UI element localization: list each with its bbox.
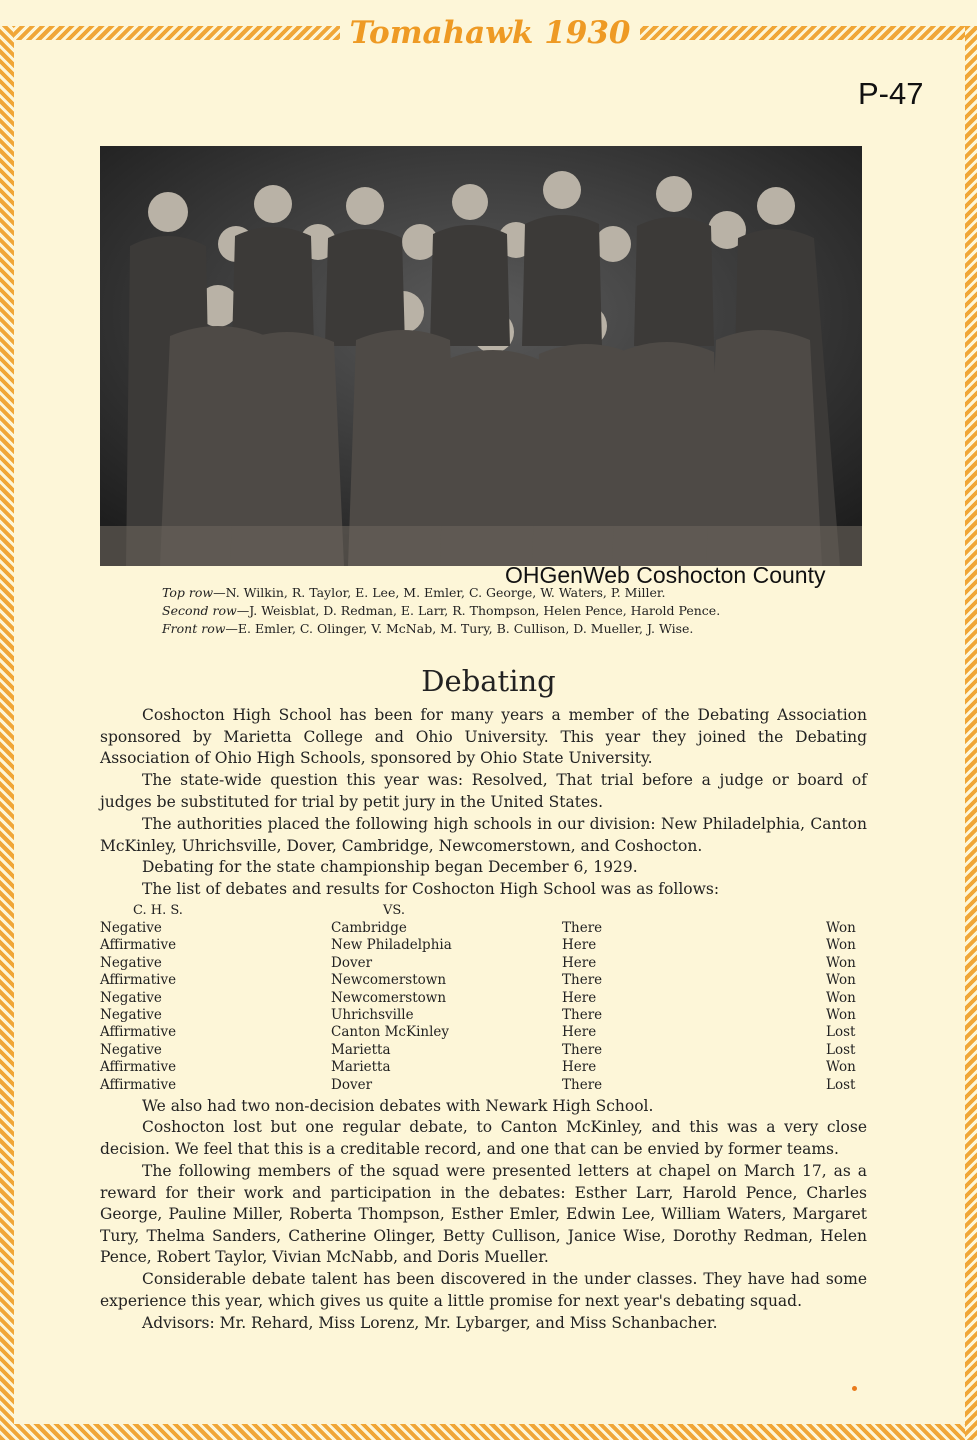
paragraph: The state-wide question this year was: Resolved, That trial before a judge or board of judges be substituted for trial by petit jury in the United States. <box>100 771 867 811</box>
paragraph: Considerable debate talent has been discovered in the under classes. They have had some experience this year, which gives us quite a little promise for next year's debating squad. <box>100 1270 867 1310</box>
article-title: Debating <box>421 664 556 698</box>
table-cell-side: Negative <box>100 989 162 1006</box>
table-cell-side: Negative <box>100 1041 162 1058</box>
table-cell-opponent: Marietta <box>331 1059 391 1076</box>
table-cell-opponent: Uhrichsville <box>331 1007 414 1023</box>
table-cell-location: There <box>562 972 603 989</box>
table-cell-result: Won <box>826 972 856 989</box>
table-cell-result: Won <box>826 937 856 954</box>
table-cell-result: Lost <box>826 1041 856 1058</box>
table-cell-side: Affirmative <box>100 937 177 954</box>
table-cell-location: There <box>562 1007 603 1023</box>
table-cell-location: Here <box>562 937 597 954</box>
table-cell-result: Lost <box>826 1024 856 1041</box>
table-header-chs: C. H. S. <box>133 903 183 918</box>
table-cell-location: Here <box>562 1024 597 1041</box>
orange-speck <box>852 1386 857 1391</box>
table-cell-result: Won <box>826 920 856 936</box>
table-cell-side: Negative <box>100 920 162 936</box>
table-cell-opponent: Dover <box>331 1076 373 1093</box>
paragraph: Coshocton lost but one regular debate, to Canton McKinley, and this was a very close decision. We feel that this is a creditable record, and one that can be envied by former teams. <box>100 1118 867 1158</box>
caption-front-row: Front row—E. Emler, C. Olinger, V. McNab, M. Tury, B. Cullison, D. Mueller, J. Wise. <box>162 621 694 636</box>
table-cell-side: Negative <box>100 954 162 971</box>
bottom-border <box>0 1424 977 1440</box>
table-cell-result: Won <box>826 1007 856 1023</box>
paragraph: The authorities placed the following high schools in our division: New Philadelphia, Canton McKinley, Uhrichsville, Dover, Cambridge, Newcomerstown, and Coshocton. <box>100 815 867 855</box>
table-cell-opponent: Marietta <box>331 1041 391 1058</box>
table-cell-result: Won <box>826 1059 856 1076</box>
table-cell-side: Affirmative <box>100 1024 177 1041</box>
table-cell-location: Here <box>562 989 597 1006</box>
table-cell-opponent: Canton McKinley <box>331 1024 450 1041</box>
group-photo <box>100 146 862 566</box>
table-cell-result: Won <box>826 989 856 1006</box>
caption-second-row: Second row—J. Weisblat, D. Redman, E. Larr, R. Thompson, Helen Pence, Harold Pence. <box>162 603 721 618</box>
watermark: OHGenWeb Coshocton County <box>505 562 826 588</box>
left-border <box>0 26 14 1440</box>
group-photo-drawing <box>100 146 862 566</box>
paragraph: Advisors: Mr. Rehard, Miss Lorenz, Mr. Lybarger, and Miss Schanbacher. <box>142 1314 718 1332</box>
table-cell-side: Negative <box>100 1007 162 1023</box>
table-cell-location: There <box>562 1076 603 1093</box>
paragraph: The list of debates and results for Coshocton High School was as follows: <box>142 880 720 898</box>
right-border <box>965 26 977 1440</box>
table-cell-opponent: Cambridge <box>331 920 407 936</box>
paragraph: Coshocton High School has been for many years a member of the Debating Association sponsored by Marietta College and Ohio University. This year they joined the Debating Association of Ohio High Schools, sponsored by Ohio State University. <box>100 706 867 768</box>
paragraph: We also had two non-decision debates with Newark High School. <box>142 1097 654 1115</box>
table-cell-location: Here <box>562 1059 597 1076</box>
paragraph: The following members of the squad were presented letters at chapel on March 17, as a reward for their work and participation in the debates: Esther Larr, Harold Pence, Charles George, Pauline Miller, Roberta Thompson, Esther Emler, Edwin Lee, William Waters, Margaret Tury, Thelma Sanders, Catherine Olinger, Betty Cullison, Janice Wise, Dorothy Redman, Helen Pence, Robert Taylor, Vivian McNabb, and Doris Mueller. <box>100 1162 867 1267</box>
table-cell-location: There <box>562 1041 603 1058</box>
table-cell-location: There <box>562 920 603 936</box>
table-cell-result: Lost <box>826 1076 856 1093</box>
table-cell-opponent: Newcomerstown <box>331 972 447 989</box>
table-cell-opponent: Dover <box>331 954 373 971</box>
table-cell-location: Here <box>562 954 597 971</box>
yearbook-header-title: Tomahawk 1930 <box>340 10 640 58</box>
paragraph: Debating for the state championship began December 6, 1929. <box>142 858 638 876</box>
table-header-vs: VS. <box>383 903 405 918</box>
page-number: P-47 <box>858 76 924 111</box>
table-cell-opponent: New Philadelphia <box>331 937 452 954</box>
table-cell-side: Affirmative <box>100 972 177 989</box>
caption-top-row: Top row—N. Wilkin, R. Taylor, E. Lee, M. Emler, C. George, W. Waters, P. Miller. <box>162 585 666 600</box>
table-cell-opponent: Newcomerstown <box>331 989 447 1006</box>
table-cell-side: Affirmative <box>100 1076 177 1093</box>
table-cell-result: Won <box>826 954 856 971</box>
table-cell-side: Affirmative <box>100 1059 177 1076</box>
